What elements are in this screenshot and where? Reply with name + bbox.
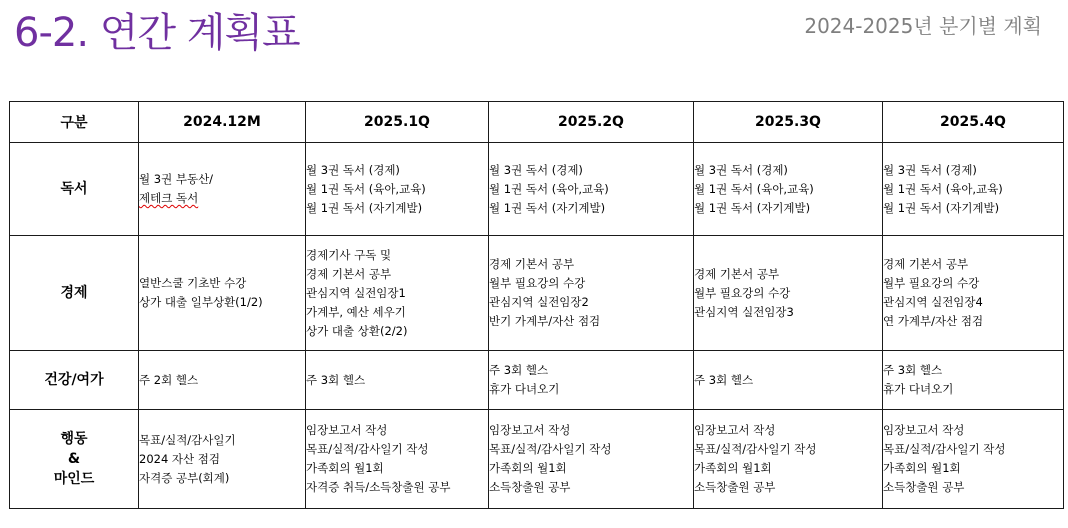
table-row: [10, 351, 1064, 410]
cell-line: 월부 필요강의 수강: [883, 276, 980, 290]
cell-line: 임장보고서 작성: [694, 423, 776, 437]
cell-line: 자격증 취득/소득창출원 공부: [306, 480, 451, 494]
cell-line: 월 1권 독서 (육아,교육): [306, 181, 426, 196]
table-cell: [694, 410, 883, 509]
cell-line: 월 1권 독서 (육아,교육): [883, 181, 1003, 196]
cell-line: 월 1권 독서 (자기계발): [883, 200, 1000, 215]
cell-line: 목표/실적/감사일기: [139, 432, 236, 447]
table-cell: [306, 143, 489, 236]
cell-line: 임장보고서 작성: [489, 423, 571, 437]
table-cell: [139, 351, 306, 410]
row-category: [10, 410, 139, 509]
table-cell: [489, 410, 694, 509]
row-category: 경제: [10, 236, 139, 351]
table-cell: [694, 143, 883, 236]
page-title: 6-2. 연간 계획표: [14, 10, 300, 56]
column-header: 2025.1Q: [306, 102, 489, 143]
cell-line: 관심지역 실전임장2: [489, 295, 589, 309]
cell-line: 가족회의 월1회: [489, 461, 567, 475]
cell-line: 제테크 독서: [139, 191, 199, 205]
table-cell: [139, 143, 306, 236]
cell-line: 월 1권 독서 (육아,교육): [489, 181, 609, 196]
cell-line: 소득창출원 공부: [694, 480, 776, 494]
table-cell: [883, 351, 1064, 410]
cell-line: 경제 기본서 공부: [694, 266, 780, 281]
cell-line: 자격증 공부(회계): [139, 470, 230, 485]
cell-line: 임장보고서 작성: [306, 423, 388, 437]
column-header: 구분: [10, 102, 139, 143]
table-cell: [139, 410, 306, 509]
cell-line: 월부 필요강의 수강: [489, 276, 586, 290]
column-header: 2025.2Q: [489, 102, 694, 143]
cell-line: 월 3권 독서 (경제): [306, 162, 400, 177]
category-line: 마인드: [53, 471, 95, 487]
table-header-row: [10, 102, 1064, 143]
cell-line: 가족회의 월1회: [883, 461, 961, 475]
cell-line: 임장보고서 작성: [883, 423, 965, 437]
cell-line: 경제 기본서 공부: [489, 257, 575, 271]
cell-line: 월 1권 독서 (자기계발): [489, 200, 606, 215]
cell-line: 주 3회 헬스: [306, 372, 366, 387]
table-cell: [306, 351, 489, 410]
cell-line: 주 3회 헬스: [883, 363, 943, 377]
cell-line: 주 3회 헬스: [694, 372, 754, 387]
table-row: [10, 143, 1064, 236]
cell-line: 월 3권 독서 (경제): [489, 162, 583, 177]
cell-line: 월 3권 부동산/: [139, 172, 214, 186]
page-subtitle: 2024-2025년 분기별 계획: [804, 14, 1042, 38]
table-cell: [883, 143, 1064, 236]
cell-line: 목표/실적/감사일기 작성: [694, 442, 817, 456]
cell-line: 휴가 다녀오기: [489, 382, 560, 396]
cell-line: 주 2회 헬스: [139, 372, 199, 387]
cell-line: 목표/실적/감사일기 작성: [883, 442, 1006, 456]
cell-line: 가계부, 예산 세우기: [306, 304, 406, 319]
row-category: 건강/여가: [10, 351, 139, 410]
cell-line: 연 가계부/자산 점검: [883, 314, 984, 328]
cell-line: 경제 기본서 공부: [883, 257, 969, 271]
cell-line: 월 3권 독서 (경제): [883, 162, 977, 177]
cell-line: 월 1권 독서 (자기계발): [306, 200, 423, 215]
table-cell: [883, 410, 1064, 509]
annual-plan-table: [9, 101, 1064, 509]
cell-line: 월 1권 독서 (육아,교육): [694, 181, 814, 196]
cell-line: 가족회의 월1회: [694, 461, 772, 475]
category-line: 행동: [60, 431, 88, 447]
cell-line: 상가 대출 상환(2/2): [306, 323, 408, 338]
cell-line: 관심지역 실전임장3: [694, 304, 794, 319]
table-cell: [489, 351, 694, 410]
cell-line: 휴가 다녀오기: [883, 382, 954, 396]
cell-line: 열반스쿨 기초반 수강: [139, 276, 247, 290]
cell-line: 소득창출원 공부: [489, 480, 571, 494]
table-row: [10, 410, 1064, 509]
cell-line: 목표/실적/감사일기 작성: [489, 442, 612, 456]
column-header: 2024.12M: [139, 102, 306, 143]
category-line: &: [67, 451, 81, 467]
table-row: [10, 236, 1064, 351]
cell-line: 가족회의 월1회: [306, 461, 384, 475]
cell-line: 관심지역 실전임장1: [306, 285, 406, 300]
cell-line: 경제 기본서 공부: [306, 266, 392, 281]
column-header: 2025.3Q: [694, 102, 883, 143]
row-category: 독서: [10, 143, 139, 236]
table-cell: [306, 410, 489, 509]
cell-line: 상가 대출 일부상환(1/2): [139, 295, 263, 309]
cell-line: 월 3권 독서 (경제): [694, 162, 788, 177]
cell-line: 월부 필요강의 수강: [694, 285, 791, 300]
column-header: 2025.4Q: [883, 102, 1064, 143]
cell-line: 관심지역 실전임장4: [883, 295, 983, 309]
cell-line: 반기 가계부/자산 점검: [489, 314, 601, 328]
table-cell: [489, 236, 694, 351]
cell-line: 소득창출원 공부: [883, 480, 965, 494]
cell-line: 주 3회 헬스: [489, 363, 549, 377]
cell-line: 경제기사 구독 및: [306, 247, 392, 262]
table-cell: [306, 236, 489, 351]
table-cell: [694, 236, 883, 351]
table-cell: [139, 236, 306, 351]
cell-line: 월 1권 독서 (자기계발): [694, 200, 811, 215]
table-cell: [489, 143, 694, 236]
table-cell: [883, 236, 1064, 351]
cell-line: 목표/실적/감사일기 작성: [306, 442, 429, 456]
table-cell: [694, 351, 883, 410]
cell-line: 2024 자산 점검: [139, 451, 221, 466]
